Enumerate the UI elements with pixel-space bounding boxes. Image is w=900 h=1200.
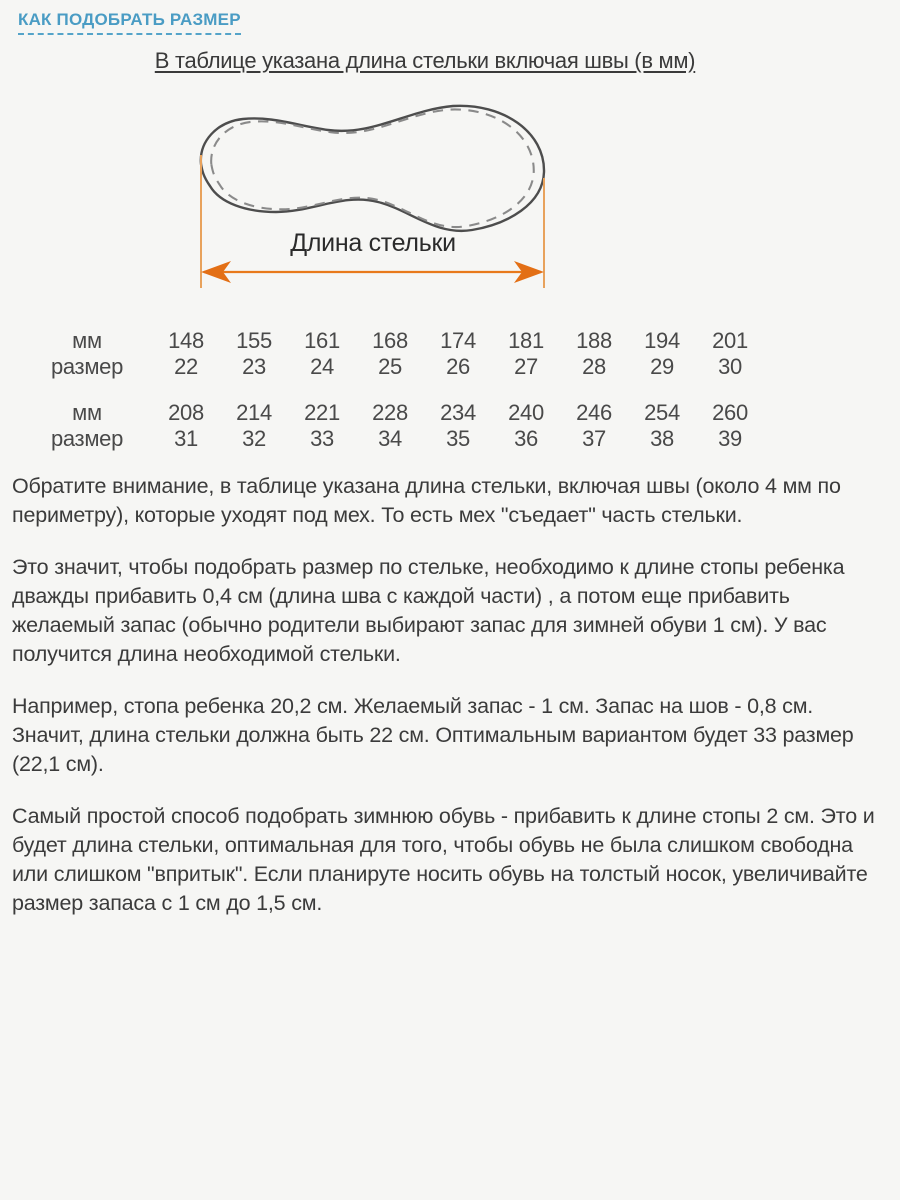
table-cell: 214: [236, 400, 272, 425]
table-cell: 33: [310, 426, 334, 451]
table-cell: 39: [718, 426, 742, 451]
row-label-size: размер: [50, 354, 124, 379]
insole-diagram-graphic: [188, 82, 558, 312]
table-cell: 221: [304, 400, 340, 425]
table-row-mm: [22, 328, 900, 354]
table-cell: 148: [168, 328, 204, 353]
table-cell: 29: [650, 354, 674, 379]
table-cell: 22: [174, 354, 198, 379]
row-label-mm: мм: [72, 328, 102, 353]
table-cell: 35: [446, 426, 470, 451]
row-label-mm: мм: [72, 400, 102, 425]
how-to-choose-size-link[interactable]: КАК ПОДОБРАТЬ РАЗМЕР: [18, 10, 241, 35]
table-cell: 28: [582, 354, 606, 379]
table-cell: 26: [446, 354, 470, 379]
table-cell: 168: [372, 328, 408, 353]
table-cell: 161: [304, 328, 340, 353]
table-cell: 174: [440, 328, 476, 353]
table-cell: 24: [310, 354, 334, 379]
table-cell: 36: [514, 426, 538, 451]
note-paragraph-attention: Обратите внимание, в таблице указана длина стельки, включая швы (около 4 мм по периметру), которые уходят под мех. То есть мех "съедает" часть стельки.: [12, 474, 841, 527]
table-cell: 27: [514, 354, 538, 379]
table-cell: 155: [236, 328, 272, 353]
insole-outline: [201, 106, 544, 231]
insole-length-label: Длина стельки: [290, 229, 456, 257]
table-cell: 37: [582, 426, 606, 451]
table-cell: 25: [378, 354, 402, 379]
table-row-size: [22, 354, 900, 380]
table-cell: 201: [712, 328, 748, 353]
table-cell: 32: [242, 426, 266, 451]
table-cell: 194: [644, 328, 680, 353]
table-cell: 188: [576, 328, 612, 353]
table-cell: 181: [508, 328, 544, 353]
note-paragraph-method: Это значит, чтобы подобрать размер по стельке, необходимо к длине стопы ребенка дважды прибавить 0,4 см (длина шва с каждой части) , а потом еще прибавить желаемый запас (обычно родители выбирают запас для зимней обуви 1 см). У вас получится длина необходимой стельки.: [12, 555, 845, 666]
table-cell: 240: [508, 400, 544, 425]
note-paragraph-simple-way: Самый простой способ подобрать зимнюю обувь - прибавить к длине стопы 2 см. Это и будет длина стельки, оптимальная для того, чтобы обувь не была слишком свободна или слишком "впритык". Если планируте носить обувь на толстый носок, увеличивайте размер запаса с 1 см до 1,5 см.: [12, 804, 875, 915]
table-cell: 246: [576, 400, 612, 425]
table-cell: 208: [168, 400, 204, 425]
table-row-size: [22, 426, 900, 452]
insole-diagram: [188, 82, 558, 312]
table-cell: 34: [378, 426, 402, 451]
table-cell: 23: [242, 354, 266, 379]
size-table: [22, 328, 900, 452]
size-table-block-1: [22, 328, 900, 380]
table-cell: 254: [644, 400, 680, 425]
table-cell: 31: [174, 426, 198, 451]
size-table-block-2: [22, 400, 900, 452]
note-paragraph-example: Например, стопа ребенка 20,2 см. Желаемый запас - 1 см. Запас на шов - 0,8 см. Значит, длина стельки должна быть 22 см. Оптимальным вариантом будет 33 размер (22,1 см).: [12, 694, 854, 776]
table-cell: 228: [372, 400, 408, 425]
table-subtitle: В таблице указана длина стельки включая швы (в мм): [154, 48, 696, 73]
row-label-size: размер: [50, 426, 124, 451]
table-cell: 30: [718, 354, 742, 379]
table-row-mm: [22, 400, 900, 426]
table-cell: 260: [712, 400, 748, 425]
table-cell: 234: [440, 400, 476, 425]
table-cell: 38: [650, 426, 674, 451]
notes-section: [0, 472, 900, 918]
